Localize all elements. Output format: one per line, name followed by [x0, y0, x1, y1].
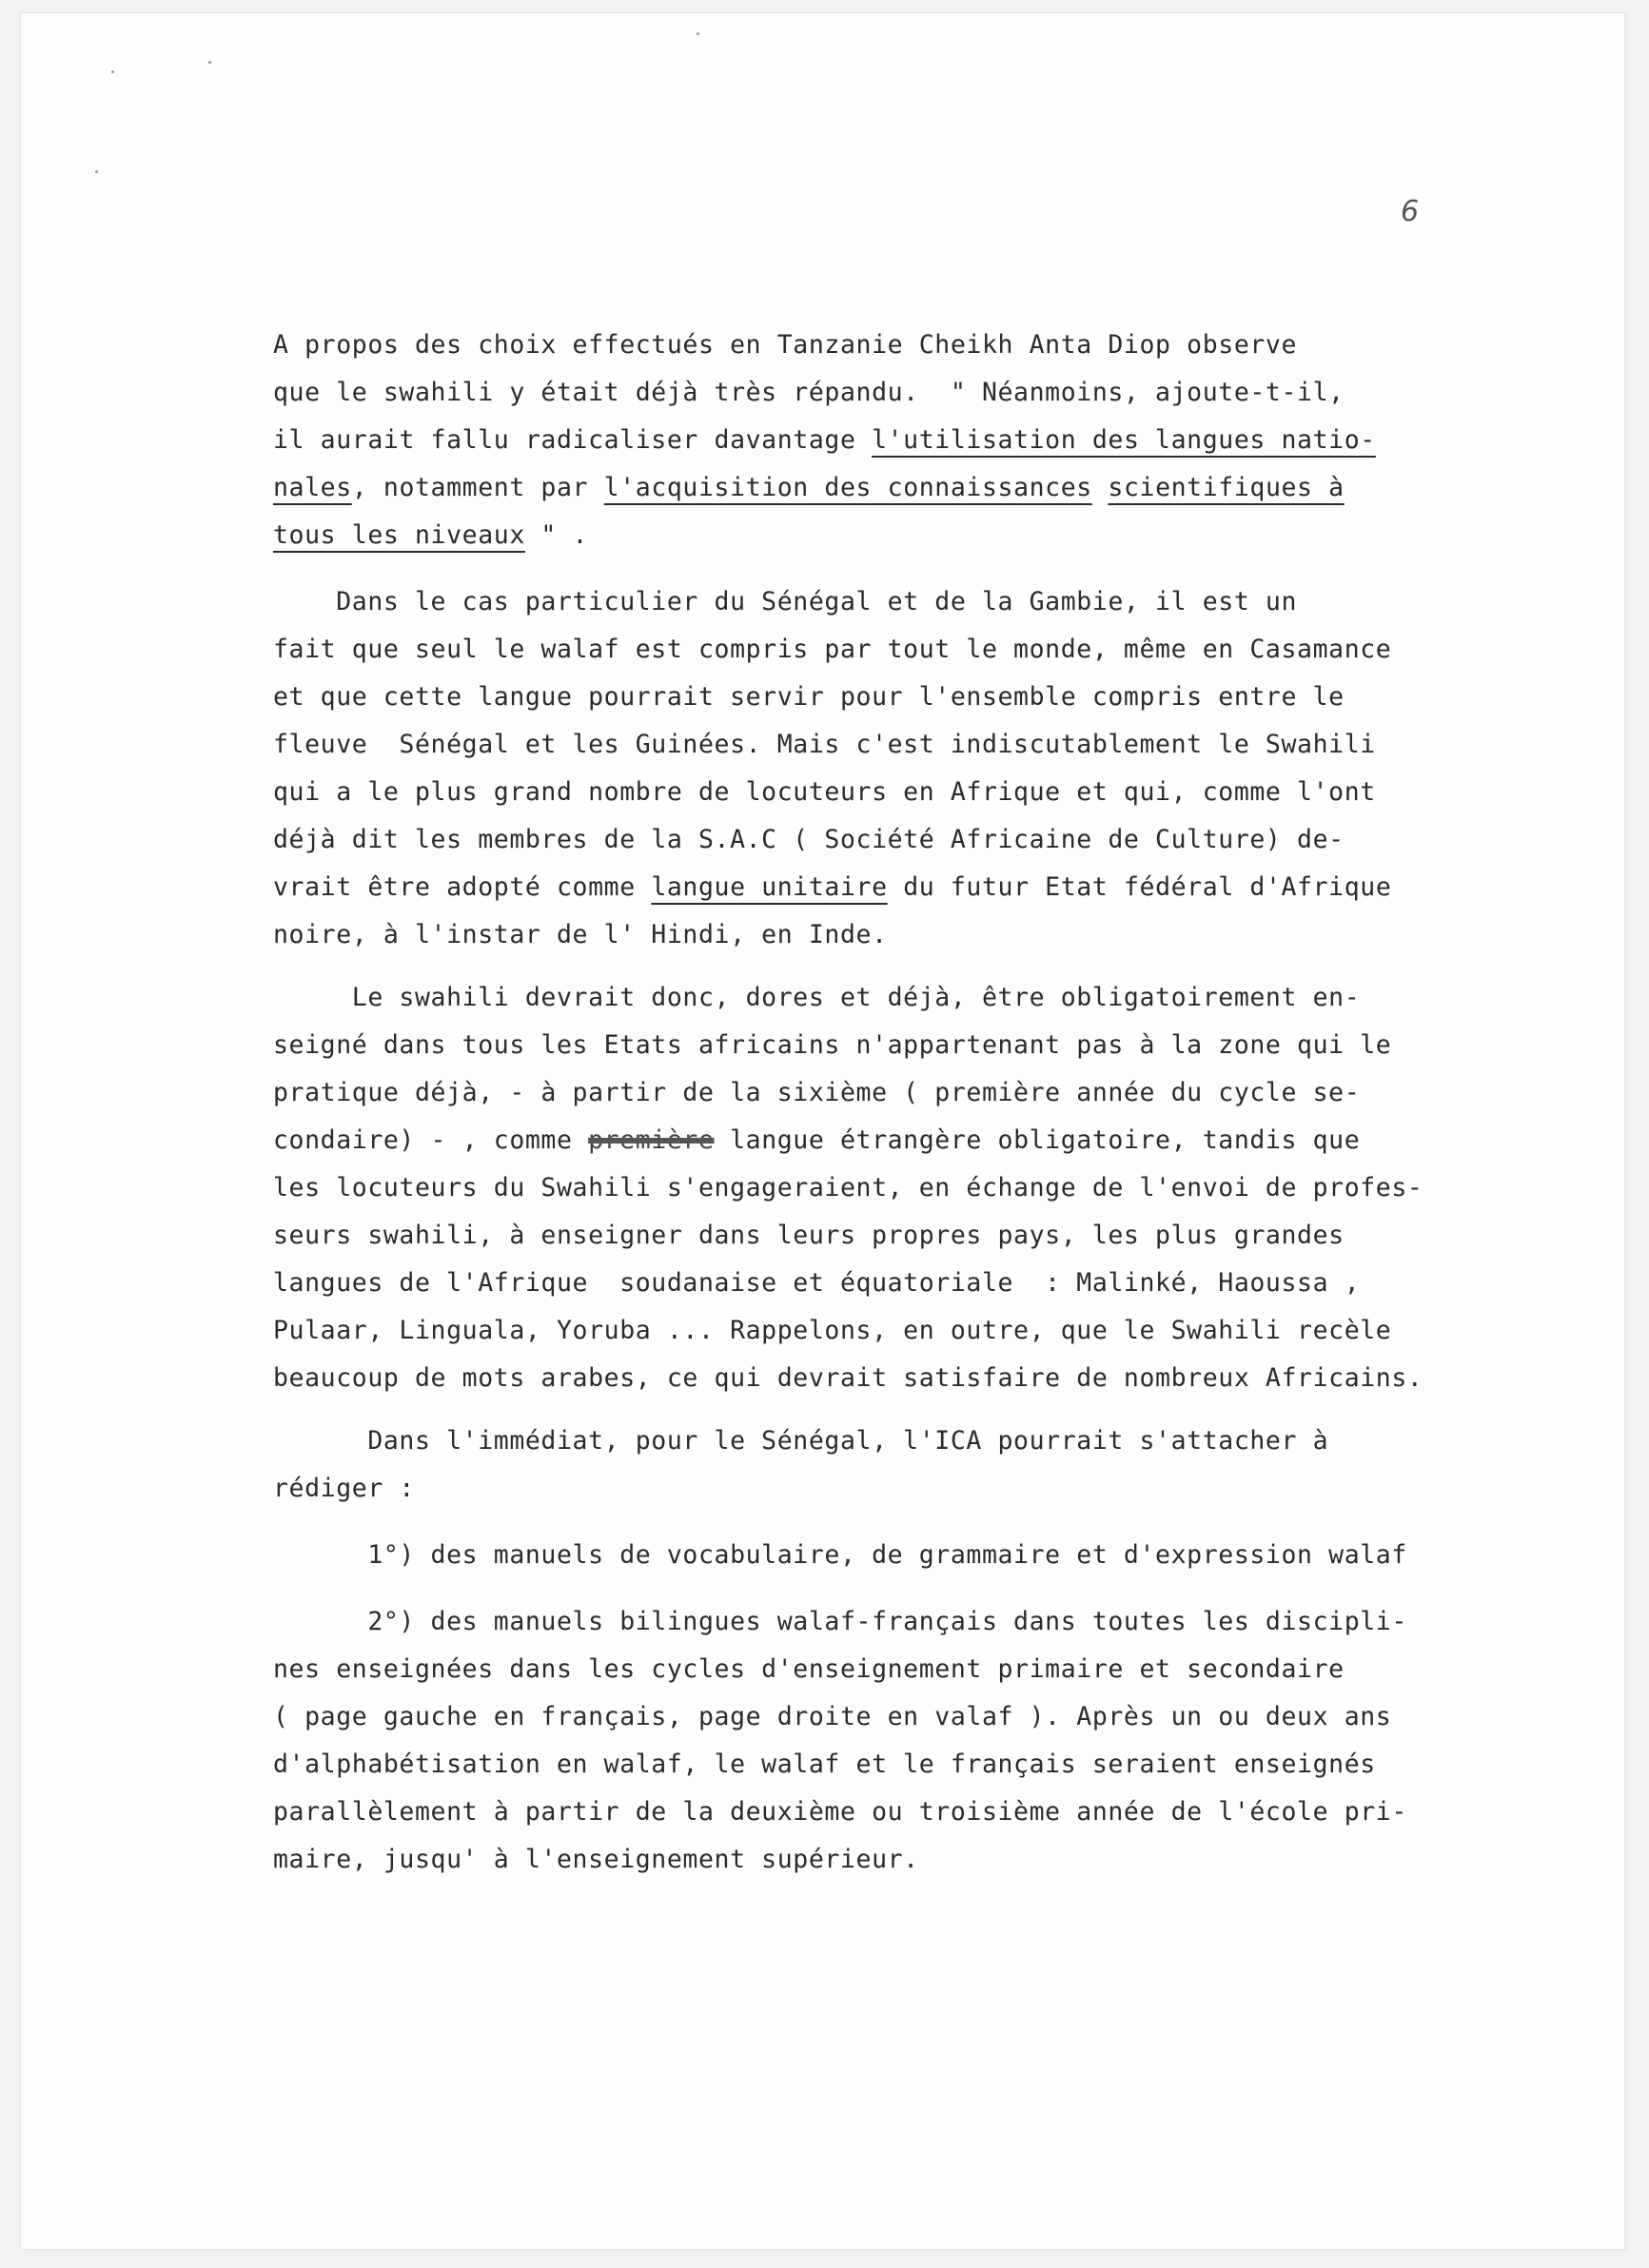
- text-line: [273, 911, 1548, 959]
- text-line: [273, 512, 1548, 559]
- text-line: [273, 1789, 1548, 1836]
- text-line: [273, 1418, 1548, 1465]
- underlined-text: nales: [273, 473, 352, 502]
- text-line: [273, 974, 1548, 1022]
- text-line: [273, 1598, 1548, 1646]
- text-run: seurs swahili, à enseigner dans leurs propres pays, les plus grandes: [273, 1221, 1345, 1250]
- text-run: " .: [524, 520, 589, 550]
- paragraph: [273, 578, 1548, 959]
- text-line: [273, 1693, 1548, 1741]
- text-line: [273, 1307, 1548, 1355]
- paragraph: [273, 322, 1548, 559]
- paper-speck: [111, 70, 114, 73]
- document-body: [273, 322, 1548, 1884]
- text-run: et que cette langue pourrait servir pour l'ensemble compris entre le: [273, 682, 1345, 712]
- text-line: [273, 369, 1548, 417]
- text-run: A propos des choix effectués en Tanzanie Cheikh Anta Diop observe: [273, 330, 1298, 360]
- text-run: d'alphabétisation en walaf, le walaf et le français seraient enseignés: [273, 1750, 1376, 1779]
- list-item: [273, 1532, 1548, 1579]
- text-line: [273, 1741, 1548, 1789]
- text-line: [273, 1465, 1548, 1513]
- text-run: Le swahili devrait donc, dores et déjà, être obligatoirement en-: [273, 983, 1361, 1012]
- text-run: Dans le cas particulier du Sénégal et de la Gambie, il est un: [273, 587, 1298, 616]
- text-run: du futur Etat fédéral d'Afrique: [887, 872, 1392, 902]
- text-line: [273, 1164, 1548, 1212]
- text-line: [273, 1022, 1548, 1069]
- text-run: rédiger :: [273, 1474, 415, 1503]
- paper-speck: [95, 170, 98, 173]
- underlined-text: l'utilisation des langues natio-: [872, 425, 1376, 455]
- text-line: [273, 674, 1548, 721]
- text-run: nes enseignées dans les cycles d'enseignement primaire et secondaire: [273, 1654, 1345, 1684]
- text-run: , notamment par: [351, 473, 604, 502]
- paragraph: [273, 974, 1548, 1402]
- text-run: Dans l'immédiat, pour le Sénégal, l'ICA pourrait s'attacher à: [273, 1426, 1329, 1456]
- text-line: [273, 1836, 1548, 1884]
- text-line: [273, 626, 1548, 674]
- text-line: [273, 864, 1548, 911]
- text-run: 1°) des manuels de vocabulaire, de grammaire et d'expression walaf: [273, 1540, 1407, 1570]
- text-run: fait que seul le walaf est compris par tout le monde, même en Casamance: [273, 635, 1392, 664]
- text-line: [273, 1212, 1548, 1260]
- text-run: [1092, 473, 1109, 502]
- text-line: [273, 1532, 1548, 1579]
- text-line: [273, 1646, 1548, 1693]
- text-run: fleuve Sénégal et les Guinées. Mais c'est indiscutablement le Swahili: [273, 730, 1376, 759]
- text-run: vrait être adopté comme: [273, 872, 652, 902]
- text-run: beaucoup de mots arabes, ce qui devrait satisfaire de nombreux Africains.: [273, 1363, 1423, 1393]
- underlined-text: l'acquisition des connaissances: [603, 473, 1092, 502]
- text-line: [273, 816, 1548, 864]
- text-line: [273, 1117, 1548, 1164]
- paper-speck: [697, 32, 699, 35]
- list-item: [273, 1598, 1548, 1884]
- text-run: Pulaar, Linguala, Yoruba ... Rappelons, en outre, que le Swahili recèle: [273, 1316, 1392, 1345]
- text-run: langue étrangère obligatoire, tandis que: [714, 1125, 1361, 1155]
- struck-text: première: [588, 1125, 715, 1155]
- text-run: pratique déjà, - à partir de la sixième ( première année du cycle se-: [273, 1078, 1361, 1107]
- text-run: qui a le plus grand nombre de locuteurs en Afrique et qui, comme l'ont: [273, 777, 1376, 807]
- text-line: [273, 721, 1548, 769]
- text-run: déjà dit les membres de la S.A.C ( Société Africaine de Culture) de-: [273, 825, 1345, 854]
- text-run: noire, à l'instar de l' Hindi, en Inde.: [273, 920, 888, 949]
- text-line: [273, 769, 1548, 816]
- underlined-text: langue unitaire: [651, 872, 888, 902]
- text-run: que le swahili y était déjà très répandu. " Néanmoins, ajoute-t-il,: [273, 378, 1345, 407]
- underlined-text: scientifiques à: [1108, 473, 1345, 502]
- text-run: il aurait fallu radicaliser davantage: [273, 425, 873, 455]
- text-line: [273, 1069, 1548, 1117]
- page-number: 6: [1401, 195, 1420, 228]
- text-run: les locuteurs du Swahili s'engageraient, en échange de l'envoi de profes-: [273, 1173, 1423, 1202]
- paragraph: [273, 1418, 1548, 1513]
- text-run: 2°) des manuels bilingues walaf-français dans toutes les discipli-: [273, 1607, 1407, 1636]
- text-run: maire, jusqu' à l'enseignement supérieur.: [273, 1845, 919, 1874]
- text-line: [273, 578, 1548, 626]
- text-run: ( page gauche en français, page droite en valaf ). Après un ou deux ans: [273, 1702, 1392, 1731]
- underlined-text: tous les niveaux: [273, 520, 525, 550]
- text-run: condaire) - , comme: [273, 1125, 589, 1155]
- text-line: [273, 1355, 1548, 1402]
- text-line: [273, 417, 1548, 464]
- text-line: [273, 464, 1548, 512]
- text-run: parallèlement à partir de la deuxième ou troisième année de l'école pri-: [273, 1797, 1407, 1827]
- text-line: [273, 1260, 1548, 1307]
- paper-speck: [208, 61, 211, 64]
- text-run: seigné dans tous les Etats africains n'appartenant pas à la zone qui le: [273, 1030, 1392, 1060]
- text-run: langues de l'Afrique soudanaise et équatoriale : Malinké, Haoussa ,: [273, 1268, 1361, 1298]
- text-line: [273, 322, 1548, 369]
